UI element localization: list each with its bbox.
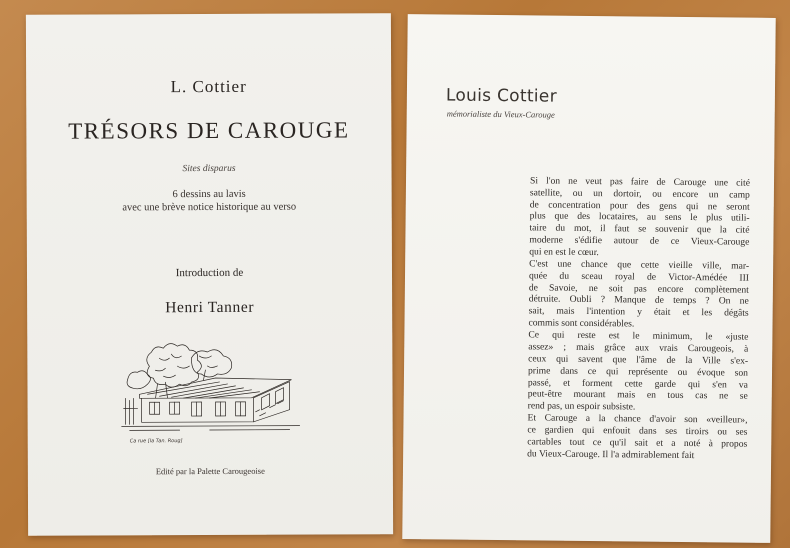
description-line: 6 dessins au lavis <box>172 188 246 201</box>
text-line: peut-être mourant mais en tous cas ne se <box>527 388 748 403</box>
publisher-line: Edité par la Palette Carougeoise <box>155 465 265 477</box>
text-line: ceux qui savent que l'âme de la Ville s'ex- <box>528 353 749 367</box>
text-line: Si l'on ne veut pas faire de Carouge une cité <box>529 175 751 189</box>
text-line: qui en est le cœur. <box>529 246 599 258</box>
text-paragraph <box>528 330 749 415</box>
text-line: détruite. Oubli ? Manque de temps ? On ne <box>528 293 749 308</box>
left-page <box>26 13 393 536</box>
text-line: commis sont considérables. <box>528 317 635 330</box>
text-line: prime dans ce qui représente ou évoque son <box>527 365 749 379</box>
biography-text <box>527 175 750 462</box>
text-line: C'est une chance que cette vieille ville, mar- <box>529 258 750 272</box>
text-line: plus que des locataires, au sens le plus utili- <box>529 210 750 225</box>
text-line: de Savoie, ne soit pas encore complètement <box>528 282 749 296</box>
right-page-subtitle: mémorialiste du Vieux-Carouge <box>446 108 555 120</box>
text-paragraph <box>529 175 750 260</box>
text-line: de concentration pour des gens qui ne seront <box>529 198 750 213</box>
book-description <box>27 187 392 215</box>
text-line: Et Carouge a la chance d'avoir son «veilleur», <box>527 412 748 427</box>
book-title: TRÉSORS DE CAROUGE <box>68 117 350 144</box>
intro-author: Henri Tanner <box>165 298 255 317</box>
book-subtitle: Sites disparus <box>182 163 236 175</box>
text-line: moderne s'édifie autour de ce Vieux-Carouge <box>529 234 750 248</box>
sketch-caption: Ca rue [la Tan. Roug] <box>129 438 183 445</box>
text-line: satellite, ou un dortoir, ou encore un camp <box>529 187 750 201</box>
text-line: taire du mot, il faut se souvenir que la cité <box>529 222 750 236</box>
intro-label: Introduction de <box>175 266 244 280</box>
text-line: quée du sceau royal de Victor-Amédée III <box>528 270 750 284</box>
right-page <box>402 14 775 543</box>
text-paragraph <box>527 413 747 462</box>
text-line: assez» ; mais grâce aux vrais Carougeois, à <box>528 341 749 355</box>
text-line: ce gardien qui enfouit dans ses tiroirs ou ses <box>527 424 748 438</box>
description-line: avec une brève notice historique au verso <box>122 201 297 214</box>
text-line: Ce qui reste est le minimum, le «juste <box>528 329 749 344</box>
author-name: L. Cottier <box>170 76 247 97</box>
text-line: du Vieux-Carouge. Il l'a admirablement fait <box>527 448 695 461</box>
text-line: cartables tout ce qu'il sait et a noté à propos <box>527 436 748 450</box>
text-line: passé, et forment cette garde qui s'en va <box>527 376 748 391</box>
text-line: rend pas, un espoir subsiste. <box>527 400 636 413</box>
text-paragraph <box>528 258 749 331</box>
text-line: sait, mais l'intention y était et les dégâts <box>528 305 749 319</box>
right-page-name: Louis Cottier <box>445 85 558 107</box>
house-sketch-illustration <box>119 336 301 437</box>
